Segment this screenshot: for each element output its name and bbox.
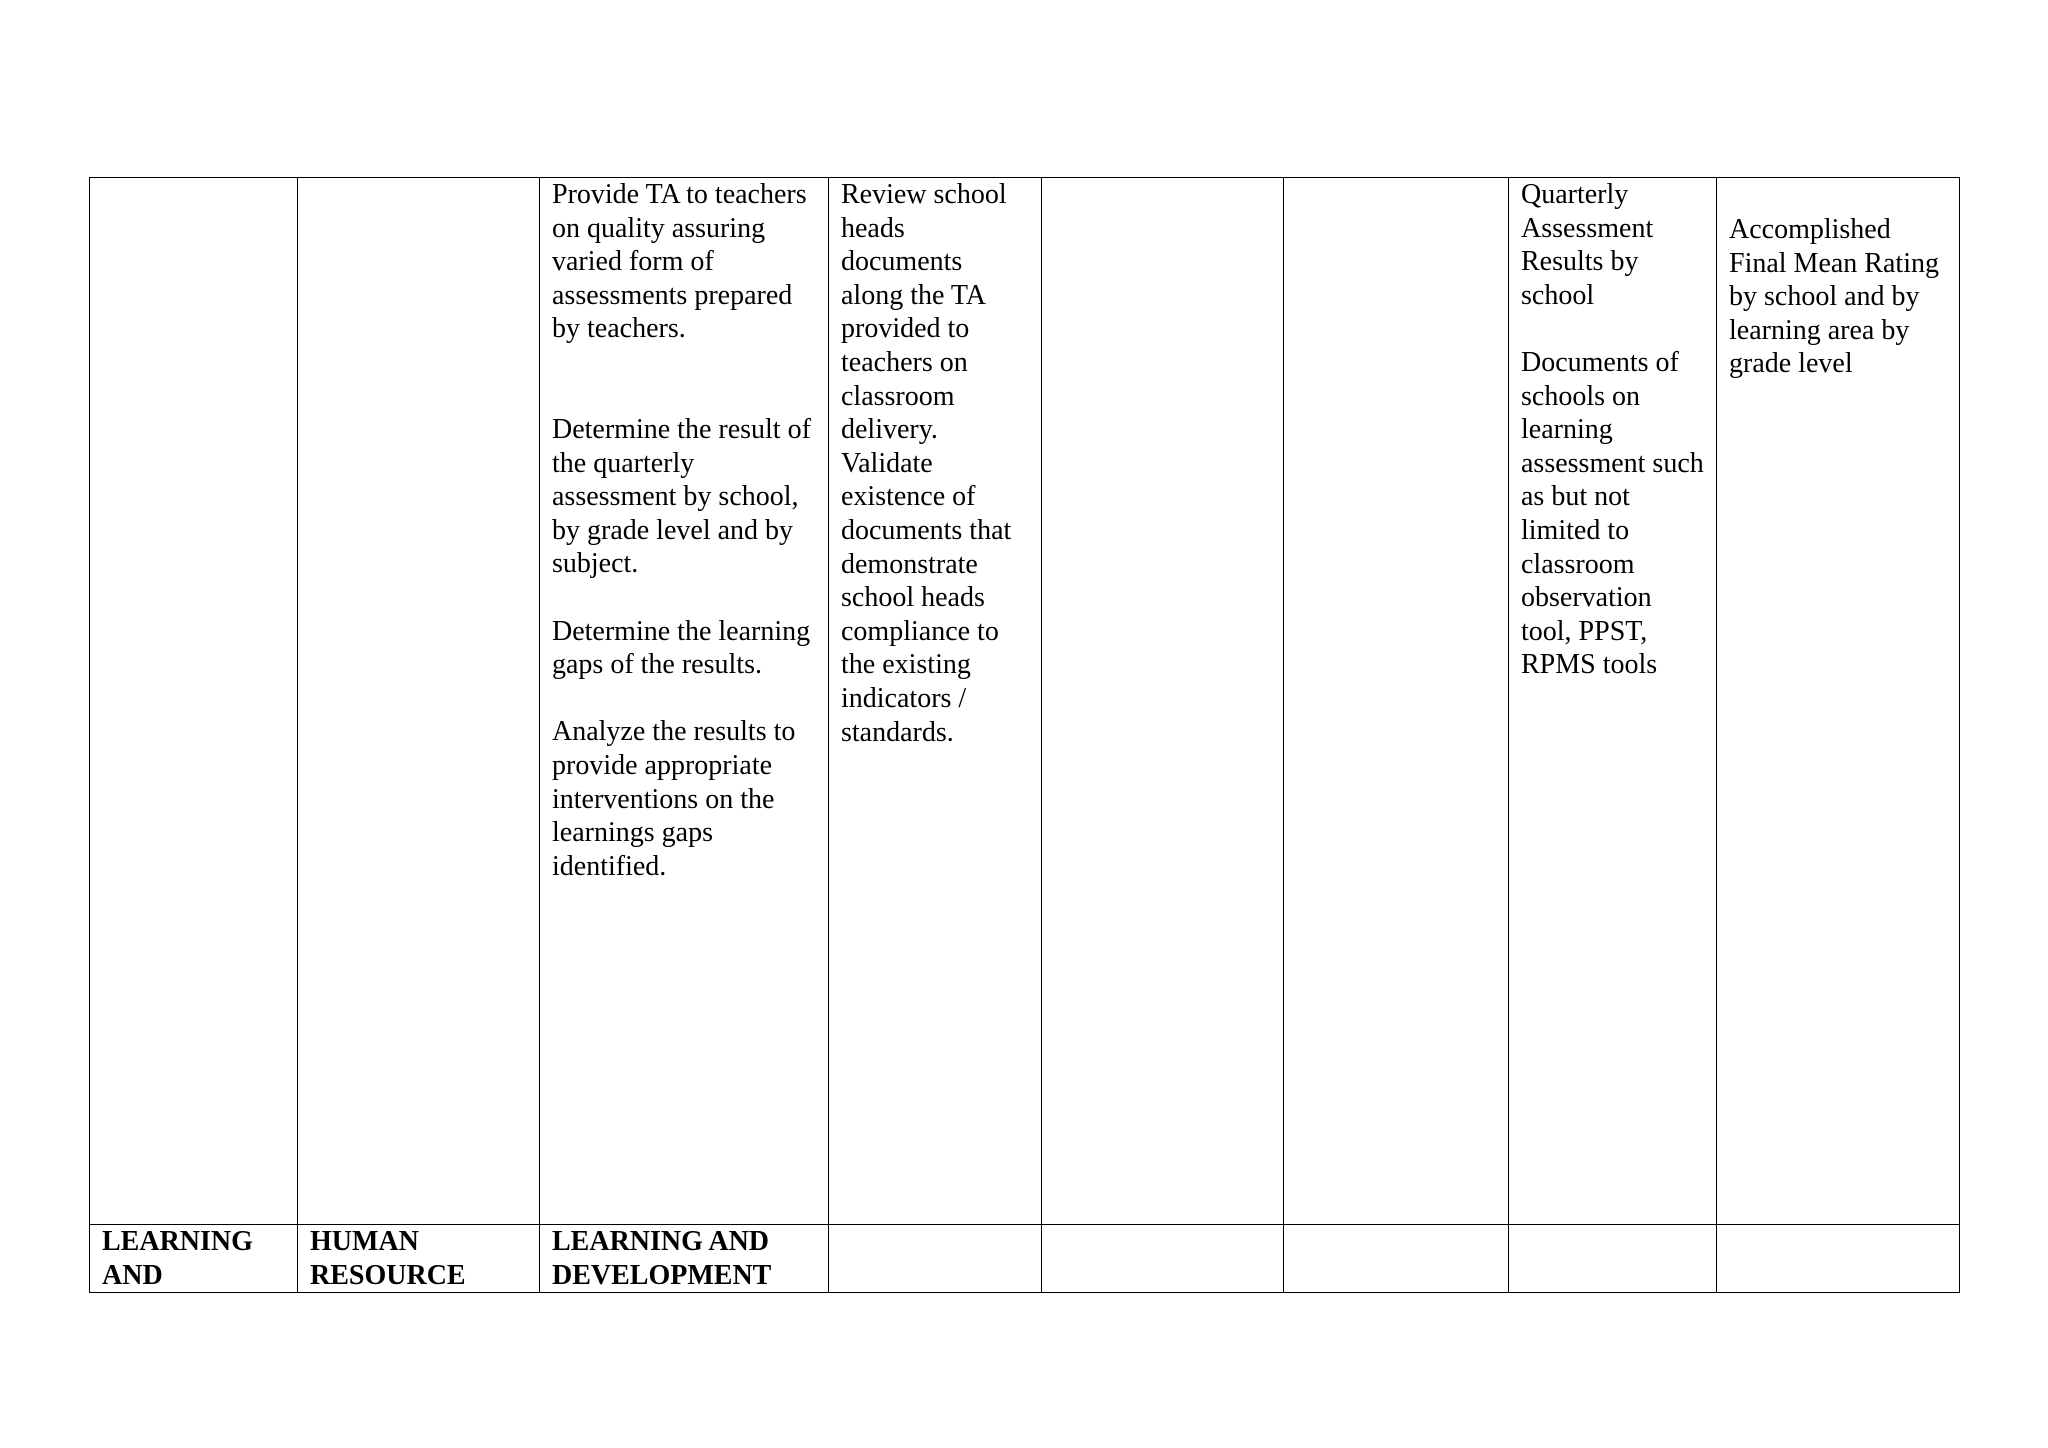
- table-row: [90, 178, 1960, 1225]
- activity-paragraph: Determine the result of the quarterly assessment by school, by grade level and by subject.: [552, 413, 811, 580]
- activity-paragraph: Analyze the results to provide appropriate interventions on the learnings gaps identified.: [552, 716, 796, 882]
- table-cell-empty: [1284, 1225, 1509, 1293]
- table-cell-empty: [298, 178, 540, 1225]
- output-cell: [1717, 178, 1960, 1225]
- section-label-cell: LEARNING AND DEVELOPMENT: [540, 1225, 829, 1293]
- section-label-cell: LEARNING AND: [90, 1225, 298, 1293]
- table-cell-empty: [90, 178, 298, 1225]
- table-cell-empty: [1042, 178, 1284, 1225]
- table-row: [90, 1225, 1960, 1293]
- table-cell-empty: [1717, 1225, 1960, 1293]
- document-table: [89, 177, 1960, 1293]
- section-label-cell: HUMAN RESOURCE: [298, 1225, 540, 1293]
- means-of-verification-cell: [1509, 178, 1717, 1225]
- table-cell-empty: [1042, 1225, 1284, 1293]
- table-cell-empty: [1284, 178, 1509, 1225]
- table-cell-empty: [1509, 1225, 1717, 1293]
- output-text: Accomplished Final Mean Rating by school and by learning area by grade level: [1729, 214, 1939, 380]
- activity-paragraph: Provide TA to teachers on quality assuring varied form of assessments prepared by teachers.: [552, 179, 807, 345]
- review-text: Review school heads documents along the TA provided to teachers on classroom delivery. Validate existence of documents that demonstrate school heads compliance to the existing indicators / standards.: [841, 179, 1012, 748]
- activity-paragraph: Determine the learning gaps of the results.: [552, 615, 811, 681]
- table-cell-empty: [829, 1225, 1042, 1293]
- verification-paragraph: Quarterly Assessment Results by school: [1521, 179, 1654, 311]
- verification-paragraph: Documents of schools on learning assessment such as but not limited to classroom observation tool, PPST, RPMS tools: [1521, 346, 1704, 681]
- activities-cell: [540, 178, 829, 1225]
- review-cell: [829, 178, 1042, 1225]
